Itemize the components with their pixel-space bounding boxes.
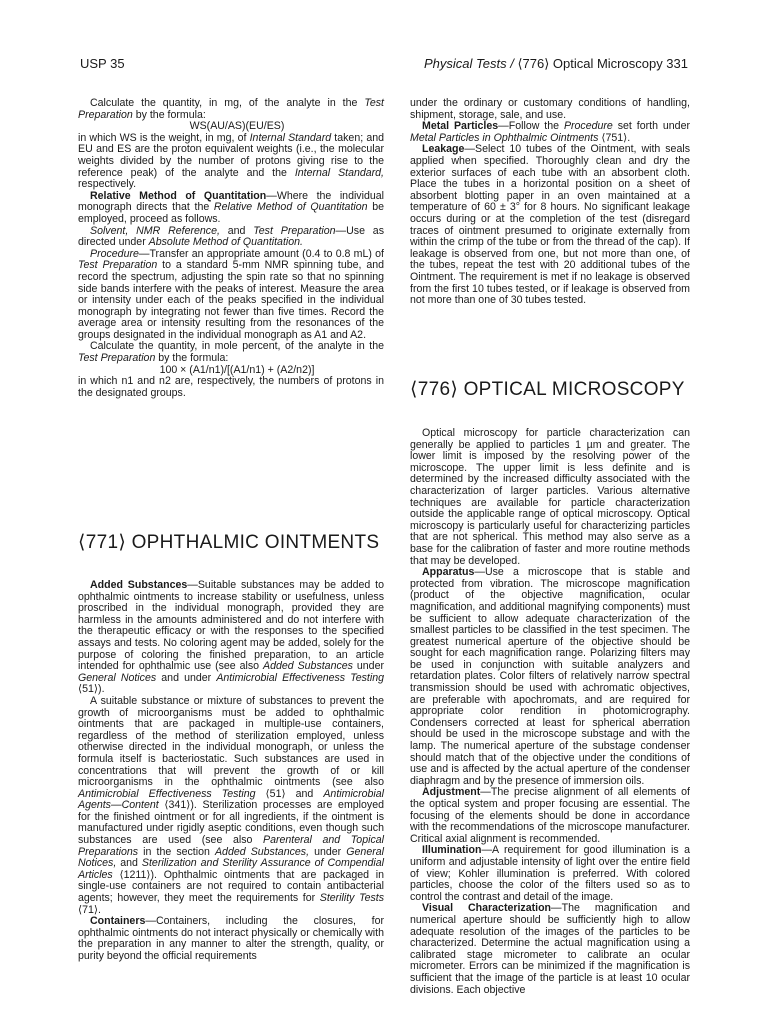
right-column bbox=[410, 98, 690, 307]
paragraph: Containers—Containers, including the closures, for ophthalmic ointments do not interact physically or chemically with the preparation in any manner to alter the strength, quality, or purity beyond the official requirements bbox=[78, 915, 384, 962]
header-chapter-page: ⟨776⟩ Optical Microscopy 331 bbox=[517, 56, 688, 71]
paragraph: Relative Method of Quantitation—Where the individual monograph directs that the Relative Method of Quantitation be employed, proceed as follows. bbox=[78, 189, 385, 225]
paragraph: Apparatus—Use a microscope that is stable and protected from vibration. The microscope magnification (product of the objective magnification, ocular magnification, and additional magnifying components) must be sufficient to allow adequate characterization of the smallest particles to be classified in the test specimen. The greatest numerical aperture of the objective should be sought for each magnification range. Polarizing filters may be used in conjunction with suitable analyzers and retardation plates. Color filters of relatively narrow spectral transmission should be used with achromatic objectives, are preferable with apochromats, and are required for appropriate color rendition in photomicrography. Condensers corrected at least for spherical aberration should be used in the microscope substage and with the lamp. The numerical aperture of the substage condenser should match that of the objective under the conditions of use and is affected by the actual aperture of the condenser diaphragm and by the presence of immersion oils. bbox=[410, 566, 690, 787]
section-heading-771: ⟨771⟩ OPHTHALMIC OINTMENTS bbox=[78, 532, 380, 553]
paragraph: Leakage—Select 10 tubes of the Ointment, with seals applied when specified. Thoroughly clean and dry the exterior surfaces of each tube with an absorbent cloth. Place the tubes in a horizontal position on a sheet of absorbent blotting paper in an oven maintained at a temperature of 60 ± 3° for 8 hours. No significant leakage occurs during or at the completion of the test (disregard traces of ointment presumed to originate externally from within the crimp of the tube or from the thread of the cap). If leakage is observed from one, but not more than one, of the tubes, repeat the test with 20 additional tubes of the Ointment. The requirement is met if no leakage is observed from the first 10 tubes tested, or if leakage is observed from not more than one of 30 tubes tested. bbox=[410, 143, 690, 307]
paragraph: A suitable substance or mixture of substances to prevent the growth of microorganisms must be added to ophthalmic ointments that are packaged in multiple-use containers, regardless of the method of sterilization employed, unless otherwise directed in the individual monograph, or unless the formula itself is bacteriostatic. Such substances are used in concentrations that will prevent the growth of or kill microorganisms in the ophthalmic ointments (see also Antimicrobial Effectiveness Testing ⟨51⟩ and Antimicrobial Agents—Content ⟨341⟩). Sterilization processes are employed for the finished ointment or for all ingredients, if the ointment is manufactured under rigidly aseptic conditions, even though such substances are used (see also Parenteral and Topical Preparations in the section Added Substances, under General Notices, and Sterilization and Sterility Assurance of Compendial Articles ⟨1211⟩). Ophthalmic ointments that are packaged in single-use containers are not required to contain antibacterial agents; however, they meet the requirements for Sterility Tests ⟨71⟩. bbox=[78, 694, 385, 916]
paragraph: Added Substances—Suitable substances may be added to ophthalmic ointments to increase stability or usefulness, unless proscribed in the individual monograph, provided they are harmless in the amounts administered and do not interfere with the therapeutic efficacy or with the responses to the specified assays and tests. No coloring agent may be added, solely for the purpose of coloring the finished preparation, to an article intended for ophthalmic use (see also Added Substances under General Notices and under Antimicrobial Effectiveness Testing ⟨51⟩). bbox=[78, 579, 384, 696]
paragraph: Visual Characterization—The magnification and numerical aperture should be sufficiently high to allow adequate resolution of the images of the particles to be characterized. Determine the actual magnification using a calibrated stage micrometer to calibrate an ocular micrometer. Errors can be minimized if the magnification is sufficient that the image of the particle is at least 10 ocular divisions. Each objective bbox=[410, 902, 690, 996]
left-column-lower bbox=[78, 580, 384, 963]
paragraph: under the ordinary or customary conditions of handling, shipment, storage, sale, and use. bbox=[410, 97, 690, 121]
formula: 100 × (A1/n1)/[(A1/n1) + (A2/n2)] bbox=[159, 363, 315, 376]
paragraph: Calculate the quantity, in mg, of the analyte in the Test Preparation by the formula: bbox=[78, 97, 384, 121]
section-heading-776: ⟨776⟩ OPTICAL MICROSCOPY bbox=[410, 379, 685, 400]
left-column bbox=[78, 98, 384, 399]
header-section-name: Physical Tests / bbox=[423, 56, 514, 71]
paragraph: Adjustment—The precise alignment of all elements of the optical system and proper focusing are essential. The focusing of the elements should be done in accordance with the recommendations of the microscope manufacturer. Critical axial alignment is recommended. bbox=[410, 786, 690, 845]
paragraph: Optical microscopy for particle characterization can generally be applied to particles 1 µm and greater. The lower limit is imposed by the resolving power of the microscope. The upper limit is less definite and is determined by the increased difficulty associated with the characterization of larger particles. Various alternative techniques are available for particle characterization outside the applicable range of optical microscopy. Optical microscopy is particularly useful for characterizing particles that are not spherical. This method may also serve as a base for the calibration of faster and more routine methods that may be developed. bbox=[410, 427, 690, 567]
paragraph: Illumination—A requirement for good illumination is a uniform and adjustable intensity of light over the entire field of view; Kohler illumination is preferred. With colored particles, choose the color of the filters used so as to control the contrast and detail of the image. bbox=[410, 844, 690, 903]
paragraph: in which n1 and n2 are, respectively, the numbers of protons in the designated groups. bbox=[78, 375, 384, 399]
paragraph: Metal Particles—Follow the Procedure set forth under Metal Particles in Ophthalmic Ointments ⟨751⟩. bbox=[410, 120, 690, 144]
paragraph: Calculate the quantity, in mole percent, of the analyte in the Test Preparation by the formula: bbox=[78, 340, 384, 365]
paragraph: in which WS is the weight, in mg, of Internal Standard taken; and EU and ES are the proton equivalent weights (i.e., the molecular weights divided by the number of protons giving rise to the reference peak) of the analyte and the Internal Standard, respectively. bbox=[78, 131, 385, 191]
running-header-left: USP 35 bbox=[80, 56, 125, 71]
running-header-right bbox=[424, 56, 688, 72]
paragraph: Solvent, NMR Reference, and Test Preparation—Use as directed under Absolute Method of Quantitation. bbox=[78, 224, 384, 249]
right-column-lower bbox=[410, 428, 690, 996]
formula: WS(AU/AS)(EU/ES) bbox=[189, 120, 285, 133]
paragraph: Procedure—Transfer an appropriate amount (0.4 to 0.8 mL) of Test Preparation to a standard 5-mm NMR spinning tube, and record the spectrum, adjusting the spin rate so that no spinning side bands interfere with the peaks of interest. Measure the area or intensity under each of the peaks specified in the individual monograph by integrating not fewer than five times. Record the average area or intensity resulting from the resonances of the groups designated in the individual monograph as A1 and A2. bbox=[78, 247, 384, 341]
